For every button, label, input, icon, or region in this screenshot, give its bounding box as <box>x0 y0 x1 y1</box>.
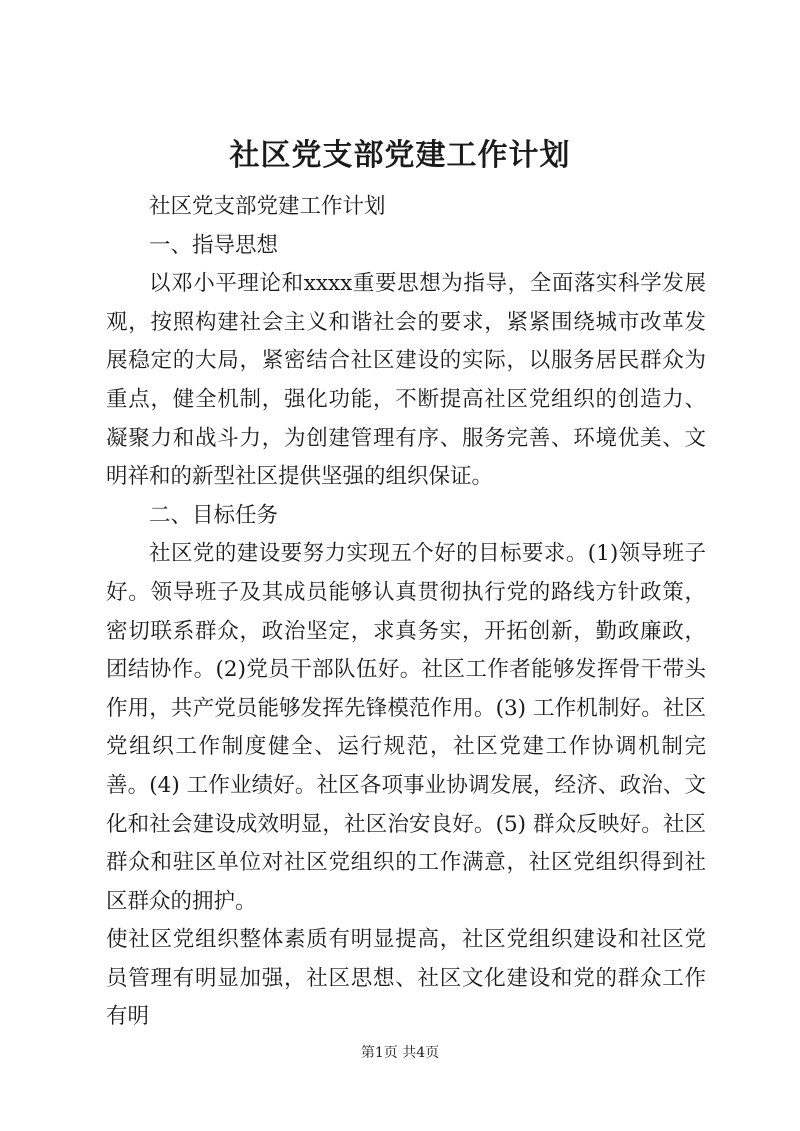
paragraph-goals: 社区党的建设要努力实现五个好的目标要求。(1)领导班子好。领导班子及其成员能够认真贯彻执行党的路线方针政策，密切联系群众，政治坚定，求真务实，开拓创新，勤政廉政，团结协作。(2)党员干部队伍好。社区工作者能够发挥骨干带头作用，共产党员能够发挥先锋模范作用。(3) 工作机制好。社区党组织工作制度健全、运行规范，社区党建工作协调机制完善。(4) 工作业绩好。社区各项事业协调发展，经济、政治、文化和社会建设成效明显，社区治安良好。(5) 群众反映好。社区群众和驻区单位对社区党组织的工作满意，社区党组织得到社区群众的拥护。 <box>106 541 706 914</box>
paragraph-heading-repeat: 社区党支部党建工作计划 <box>149 194 386 219</box>
paragraph-guiding-ideology: 以邓小平理论和xxxx重要思想为指导，全面落实科学发展观，按照构建社会主义和谐社会的要求，紧紧围绕城市改革发展稳定的大局，紧密结合社区建设的实际，以服务居民群众为重点，健全机制，强化功能，不断提高社区党组织的创造力、凝聚力和战斗力，为创建管理有序、服务完善、环境优美、文明祥和的新型社区提供坚强的组织保证。 <box>106 271 706 490</box>
document-title: 社区党支部党建工作计划 <box>229 138 571 173</box>
paragraph-continuation: 使社区党组织整体素质有明显提高，社区党组织建设和社区党员管理有明显加强，社区思想、社区文化建设和党的群众工作有明 <box>106 927 706 1030</box>
section-heading-guiding-ideology: 一、指导思想 <box>149 232 279 258</box>
document-body <box>106 188 706 1037</box>
page-footer: 第1页 共4页 <box>360 1045 440 1061</box>
section-heading-goals: 二、目标任务 <box>149 502 279 528</box>
